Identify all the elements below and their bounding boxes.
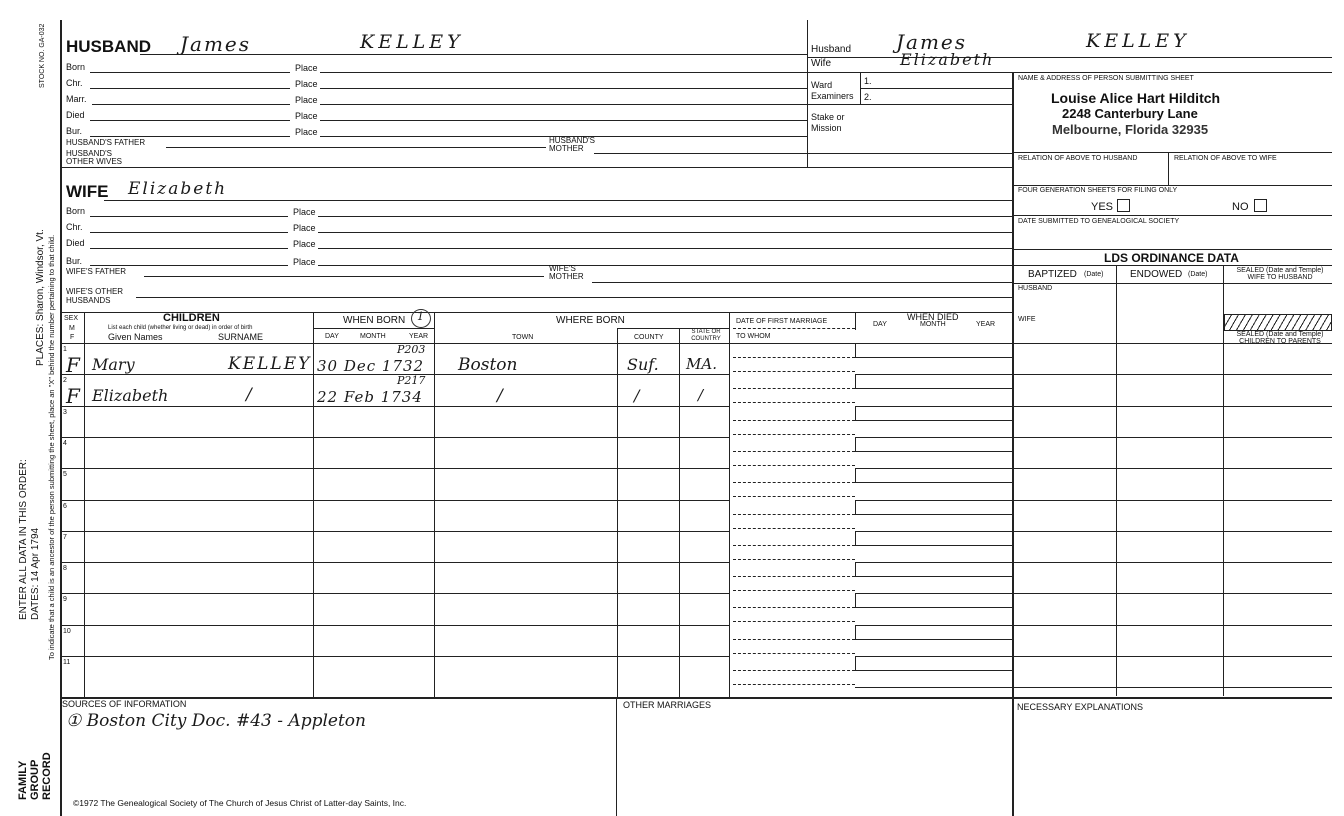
child-number: 11 (63, 659, 71, 666)
child-page-ref[interactable]: P203 (397, 343, 426, 356)
child-row-line (60, 625, 729, 626)
submitter-city: Melbourne, Florida 32935 (1052, 122, 1209, 137)
child-birth-date[interactable]: 22 Feb 1734 (317, 388, 423, 407)
four-gen-label: FOUR GENERATION SHEETS FOR FILING ONLY (1018, 187, 1178, 194)
marriage-date-line (733, 639, 855, 640)
sex-f: F (70, 334, 75, 341)
died-divider (855, 500, 856, 514)
child-surname[interactable]: KELLEY (228, 354, 312, 374)
lds-row-line (1012, 625, 1332, 626)
wife-died-label: Died (66, 238, 85, 248)
husband-mother-label: HUSBAND'S MOTHER (549, 136, 595, 153)
lds-title: LDS ORDINANCE DATA (1104, 251, 1239, 265)
died-row-line (855, 687, 1012, 688)
died-row-line (855, 500, 1012, 501)
child-birth-date[interactable]: 30 Dec 1732 (317, 357, 425, 375)
born-day-header: DAY (325, 333, 339, 340)
relation-wife-label: RELATION OF ABOVE TO WIFE (1174, 155, 1277, 162)
summary-wife-label: Wife (811, 58, 831, 69)
wife-chr-place-label: Place (293, 223, 316, 233)
marriage-date-line (733, 514, 855, 515)
sources-label: SOURCES OF INFORMATION (62, 699, 187, 709)
died-divider (855, 625, 856, 639)
stake-label: Stake or Mission (811, 112, 845, 133)
child-birth-state[interactable]: MA. (686, 355, 717, 373)
died-line (855, 357, 1012, 358)
wife-father-label: WIFE'S FATHER (66, 267, 127, 276)
child-row-line (60, 500, 729, 501)
summary-husband-label: Husband (811, 44, 852, 55)
to-whom-line (733, 559, 855, 560)
died-row-line (855, 406, 1012, 407)
husband-bur-label: Bur. (66, 126, 83, 136)
where-born-header: WHERE BORN (556, 315, 625, 326)
lds-row-line (1012, 406, 1332, 407)
children-header: CHILDREN (163, 312, 220, 324)
given-names-header: Given Names (108, 332, 163, 342)
child-number: 10 (63, 627, 71, 635)
ward-2: 2. (864, 92, 872, 102)
died-line (855, 639, 1012, 640)
wife-label: WIFE (66, 182, 109, 201)
lds-sealed-wife: SEALED (Date and Temple) WIFE TO HUSBAND (1236, 267, 1324, 281)
source-1[interactable]: ① Boston City Doc. #43 - Appleton (66, 711, 366, 731)
husband-marr-place-label: Place (295, 95, 318, 105)
to-whom-line (733, 496, 855, 497)
child-number: 6 (63, 502, 67, 510)
marriage-date-line (733, 576, 855, 577)
died-divider (855, 406, 856, 420)
child-number: 1 (63, 346, 67, 353)
lds-sealed-children: SEALED (Date and Temple) CHILDREN TO PARENTS (1236, 331, 1324, 345)
no-checkbox[interactable] (1254, 199, 1267, 212)
stock-number: STOCK NO. GA-032 (39, 23, 46, 88)
county-header: COUNTY (634, 334, 664, 341)
child-row-line (60, 406, 729, 407)
died-line (855, 545, 1012, 546)
died-line (855, 576, 1012, 577)
husband-chr-label: Chr. (66, 78, 83, 88)
indicate-note: To indicate that a child is an ancestor of the person submitting the sheet, place an "X" behind the number pertaining to that child. (47, 234, 56, 660)
child-row-line (60, 531, 729, 532)
died-line (855, 420, 1012, 421)
no-label: NO (1232, 201, 1249, 213)
lds-endowed-date: (Date) (1188, 271, 1208, 278)
died-line (855, 514, 1012, 515)
husband-bur-place-label: Place (295, 127, 318, 137)
child-number: 9 (63, 596, 67, 604)
died-line (855, 607, 1012, 608)
died-line (855, 482, 1012, 483)
died-row-line (855, 437, 1012, 438)
places-note: PLACES: Sharon, Windsor, Vt. (35, 229, 46, 366)
wife-bur-label: Bur. (66, 256, 83, 266)
relation-husband-label: RELATION OF ABOVE TO HUSBAND (1018, 155, 1138, 162)
child-birth-town[interactable]: / (497, 386, 503, 407)
child-row-line (60, 437, 729, 438)
died-divider (855, 656, 856, 670)
other-marriages-label: OTHER MARRIAGES (623, 700, 712, 710)
when-born-header: WHEN BORN (343, 315, 406, 326)
husband-died-label: Died (66, 110, 85, 120)
marriage-date-line (733, 451, 855, 452)
child-sex[interactable]: F (66, 353, 80, 377)
marriage-date-line (733, 545, 855, 546)
group-label: GROUP (29, 759, 41, 800)
died-divider (855, 374, 856, 388)
lds-baptized-date: (Date) (1084, 271, 1104, 278)
to-whom-line (733, 402, 855, 403)
dates-note: DATES: 14 Apr 1794 (30, 527, 41, 620)
child-row-line (60, 656, 729, 657)
submitter-name: Louise Alice Hart Hilditch (1051, 90, 1221, 106)
born-year-header: YEAR (409, 333, 429, 340)
family-label: FAMILY (17, 760, 29, 800)
died-month-header: MONTH (920, 321, 946, 328)
marriage-date-line (733, 388, 855, 389)
to-whom-line (733, 684, 855, 685)
lds-row-line (1012, 531, 1332, 532)
wife-born-label: Born (66, 206, 86, 216)
husband-born-label: Born (66, 62, 86, 72)
husband-marr-label: Marr. (66, 94, 87, 104)
marriage-date-line (733, 482, 855, 483)
date-submitted-label: DATE SUBMITTED TO GENEALOGICAL SOCIETY (1018, 218, 1180, 225)
sex-m: M (69, 325, 75, 332)
lds-endowed: ENDOWED (1130, 269, 1183, 280)
wife-other-husbands-label: WIFE'S OTHER HUSBANDS (66, 287, 124, 305)
died-day-header: DAY (873, 321, 887, 328)
summary-husband-surname[interactable]: KELLEY (1086, 30, 1190, 52)
submitter-header: NAME & ADDRESS OF PERSON SUBMITTING SHEET (1018, 75, 1194, 82)
died-divider (855, 562, 856, 576)
child-row-line (60, 468, 729, 469)
husband-given[interactable]: James (180, 32, 252, 56)
child-surname[interactable]: / (246, 385, 254, 406)
died-year-header: YEAR (976, 321, 996, 328)
sex-header: SEX (64, 315, 79, 322)
marriage-date-line (733, 420, 855, 421)
lds-row-line (1012, 562, 1332, 563)
lds-row-line (1012, 500, 1332, 501)
child-number: 7 (63, 533, 67, 541)
died-line (855, 670, 1012, 671)
died-line (855, 388, 1012, 389)
child-row-line (60, 593, 729, 594)
lds-husband-label: HUSBAND (1018, 285, 1053, 292)
child-sex[interactable]: F (66, 384, 80, 409)
child-number: 8 (63, 565, 67, 573)
child-birth-state[interactable]: / (698, 386, 704, 405)
lds-row-line (1012, 437, 1332, 438)
marriage-date-line (733, 670, 855, 671)
to-whom-line (733, 371, 855, 372)
summary-wife-given[interactable]: Elizabeth (900, 50, 995, 69)
ward-1: 1. (864, 76, 872, 86)
wife-given[interactable]: Elizabeth (128, 179, 228, 199)
husband-label: HUSBAND (66, 37, 151, 56)
child-given[interactable]: Elizabeth (92, 386, 169, 406)
died-divider (855, 343, 856, 357)
marriage-date-line (733, 357, 855, 358)
to-whom-line (733, 590, 855, 591)
sealed-wife-hatch (1224, 314, 1332, 331)
child-birth-county[interactable]: / (634, 386, 640, 406)
marriage-date-line (733, 607, 855, 608)
yes-checkbox[interactable] (1117, 199, 1130, 212)
wife-born-place-label: Place (293, 207, 316, 217)
enter-data-note: ENTER ALL DATA IN THIS ORDER: (18, 459, 29, 620)
wife-died-place-label: Place (293, 239, 316, 249)
town-header: TOWN (512, 334, 534, 341)
wife-mother-label: WIFE'S MOTHER (549, 264, 584, 281)
to-whom-line (733, 621, 855, 622)
children-list-note: List each child (whether living or dead) in order of birth (108, 325, 253, 331)
child-page-ref[interactable]: P217 (397, 374, 426, 388)
husband-surname[interactable]: KELLEY (360, 31, 464, 53)
lds-row-line (1012, 687, 1332, 688)
to-whom-line (733, 528, 855, 529)
child-birth-town[interactable]: Boston (458, 355, 518, 375)
child-birth-county[interactable]: Suf. (627, 355, 659, 374)
submitter-street: 2248 Canterbury Lane (1062, 106, 1198, 121)
died-row-line (855, 531, 1012, 532)
child-number: 5 (63, 471, 67, 479)
lds-row-line (1012, 468, 1332, 469)
when-born-circle-number: 1 (417, 310, 424, 323)
husband-chr-place-label: Place (295, 79, 318, 89)
died-row-line (855, 625, 1012, 626)
lds-row-line (1012, 593, 1332, 594)
died-line (855, 451, 1012, 452)
husband-father-label: HUSBAND'S FATHER (66, 138, 146, 147)
lds-row-line (1012, 656, 1332, 657)
died-divider (855, 593, 856, 607)
child-given[interactable]: Mary (92, 355, 135, 374)
died-row-line (855, 656, 1012, 657)
died-divider (855, 468, 856, 482)
to-whom-line (733, 653, 855, 654)
lds-wife-label: WIFE (1018, 316, 1036, 323)
born-month-header: MONTH (360, 333, 386, 340)
to-whom-header: TO WHOM (736, 333, 771, 340)
child-row-line (60, 562, 729, 563)
first-marriage-header: DATE OF FIRST MARRIAGE (736, 318, 828, 325)
necessary-explanations-label: NECESSARY EXPLANATIONS (1017, 702, 1144, 712)
child-row-line (60, 374, 729, 375)
when-died-header: WHEN DIED (907, 312, 959, 322)
died-row-line (855, 468, 1012, 469)
husband-died-place-label: Place (295, 111, 318, 121)
copyright: ©1972 The Genealogical Society of The Church of Jesus Christ of Latter-day Saints, Inc. (73, 798, 407, 808)
child-number: 2 (63, 377, 67, 385)
to-whom-line (733, 434, 855, 435)
husband-born-place-label: Place (295, 63, 318, 73)
wife-chr-label: Chr. (66, 222, 83, 232)
state-header: STATE OR COUNTRY (691, 329, 721, 342)
died-row-line (855, 562, 1012, 563)
child-number: 4 (63, 439, 67, 447)
husband-other-wives-label: HUSBAND'S OTHER WIVES (66, 149, 123, 166)
died-row-line (855, 374, 1012, 375)
died-divider (855, 531, 856, 545)
yes-label: YES (1091, 201, 1114, 213)
surname-header: SURNAME (218, 332, 264, 342)
lds-row-line (1012, 374, 1332, 375)
child-number: 3 (63, 408, 67, 416)
died-divider (855, 437, 856, 451)
wife-bur-place-label: Place (293, 257, 316, 267)
to-whom-line (733, 465, 855, 466)
died-row-line (855, 593, 1012, 594)
ward-examiners-label: Ward Examiners (811, 80, 854, 101)
lds-baptized: BAPTIZED (1028, 269, 1077, 280)
summary-husband-given[interactable]: James (896, 30, 968, 54)
record-label: RECORD (41, 752, 53, 800)
